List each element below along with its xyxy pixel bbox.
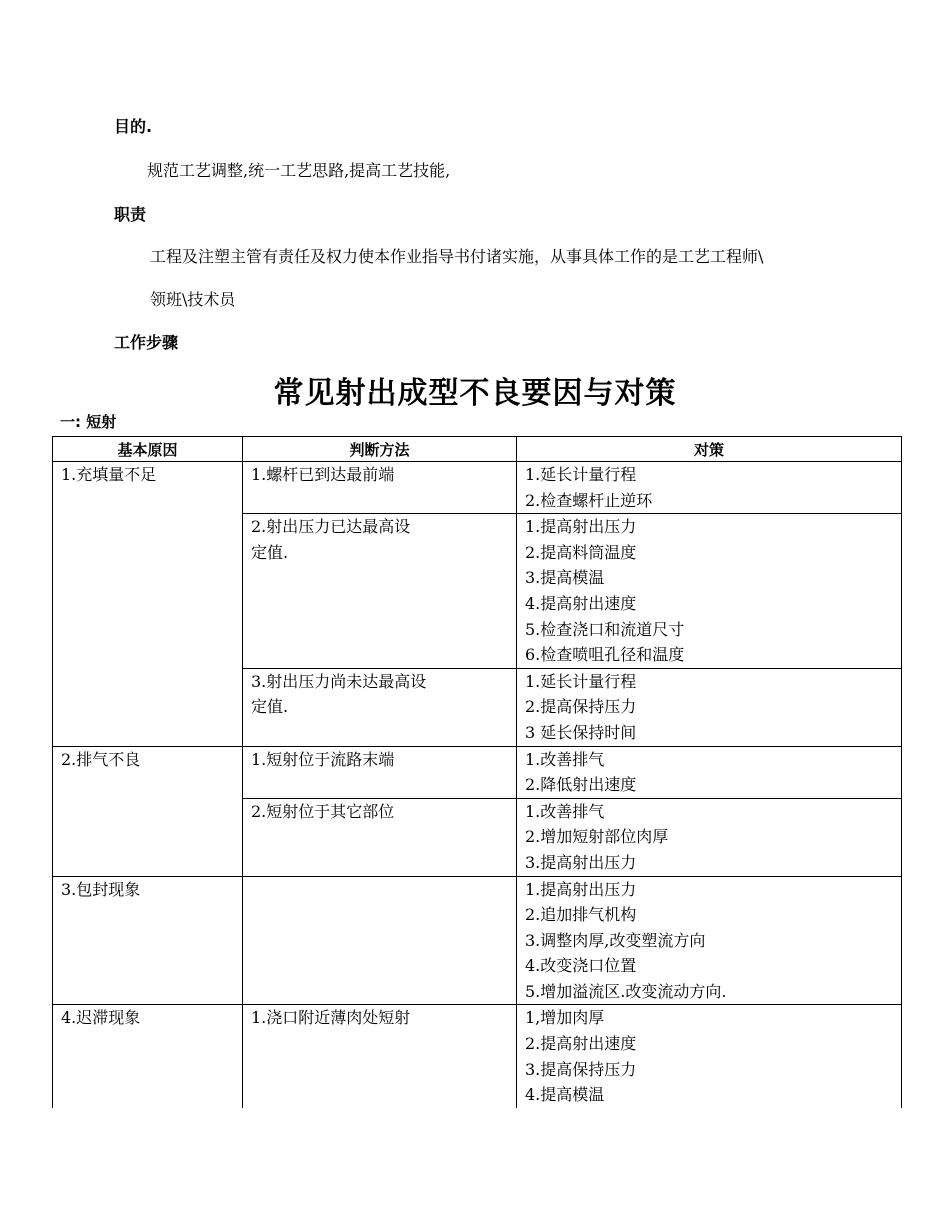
measures-cell — [517, 746, 902, 798]
responsibility-heading: 职责 — [114, 205, 147, 224]
header-cause: 基本原因 — [53, 437, 243, 462]
header-measures: 对策 — [517, 437, 902, 462]
measures-cell — [517, 462, 902, 514]
responsibility-text-line2: 领班\技术员 — [150, 290, 236, 309]
measure-line: 1.延长计量行程 — [525, 465, 637, 484]
measure-line: 2.增加短射部位肉厚 — [525, 827, 669, 847]
measure-line: 6.检查喷咀孔径和温度 — [525, 645, 685, 665]
cause-text: 2.排气不良 — [61, 749, 141, 769]
table-row — [53, 1005, 902, 1108]
method-line: 3.射出压力尚未达最高设 — [251, 671, 427, 691]
measures-cell — [517, 798, 902, 876]
measure-line: 1.提高射出压力 — [525, 517, 637, 537]
table-row — [53, 746, 902, 798]
measure-line: 2.检查螺杆止逆环 — [525, 490, 653, 510]
measure-line: 5.检查浇口和流道尺寸 — [525, 619, 685, 639]
method-line: 2.射出压力已达最高设 — [251, 517, 411, 537]
measure-line: 4.提高射出速度 — [525, 593, 637, 613]
cause-cell — [53, 462, 243, 747]
measure-line: 1,增加肉厚 — [525, 1008, 605, 1028]
method-cell — [243, 514, 517, 669]
method-cell — [243, 798, 517, 876]
measure-line: 5.增加溢流区.改变流动方向. — [525, 981, 727, 1001]
purpose-text: 规范工艺调整,统一工艺思路,提高工艺技能, — [147, 161, 451, 180]
measure-line: 2.提高料筒温度 — [525, 542, 637, 562]
method-cell — [243, 668, 517, 746]
header-method: 判断方法 — [243, 437, 517, 462]
defect-countermeasure-table — [52, 436, 902, 1108]
steps-heading: 工作步骤 — [114, 333, 179, 352]
method-cell — [243, 1005, 517, 1108]
cause-cell — [53, 746, 243, 876]
measure-line: 3.提高模温 — [525, 568, 605, 588]
method-cell — [243, 746, 517, 798]
method-line: 1.短射位于流路末端 — [251, 749, 395, 769]
measures-cell — [517, 514, 902, 669]
purpose-heading: 目的. — [114, 117, 153, 136]
cause-cell — [53, 1005, 243, 1108]
responsibility-text-line1: 工程及注塑主管有责任及权力使本作业指导书付诸实施，从事具体工作的是工艺工程师\ — [150, 247, 764, 266]
method-cell — [243, 876, 517, 1005]
cause-text: 3.包封现象 — [61, 879, 141, 899]
measure-line: 4.改变浇口位置 — [525, 956, 637, 976]
method-line: 2.短射位于其它部位 — [251, 801, 395, 821]
cause-cell — [53, 876, 243, 1005]
section-heading: 一: 短射 — [60, 413, 117, 431]
measures-cell — [517, 668, 902, 746]
measure-line: 3.提高射出压力 — [525, 852, 637, 872]
measure-line: 3.调整肉厚,改变塑流方向 — [525, 930, 706, 950]
cause-text: 4.迟滞现象 — [61, 1008, 141, 1028]
method-line: 1.浇口附近薄肉处短射 — [251, 1008, 411, 1028]
method-line: 定值. — [251, 542, 289, 562]
measure-line: 2.降低射出速度 — [525, 775, 637, 795]
table-row — [53, 876, 902, 1005]
measure-line: 1.提高射出压力 — [525, 879, 637, 899]
measure-line: 2.提高射出速度 — [525, 1034, 637, 1054]
table-header-row — [53, 437, 902, 462]
measure-line: 3.提高保持压力 — [525, 1059, 637, 1079]
method-line: 定值. — [251, 697, 289, 717]
measures-cell — [517, 876, 902, 1005]
table-row — [53, 462, 902, 514]
measure-line: 2.提高保持压力 — [525, 697, 637, 717]
measure-line: 3 延长保持时间 — [525, 722, 637, 742]
measure-line: 1.改善排气 — [525, 749, 605, 769]
method-cell — [243, 462, 517, 514]
measure-line: 2.追加排气机构 — [525, 905, 637, 925]
measure-line: 4.提高模温 — [525, 1085, 605, 1105]
measures-cell — [517, 1005, 902, 1108]
method-line: 1.螺杆已到达最前端 — [251, 465, 395, 484]
cause-text: 1.充填量不足 — [61, 465, 157, 484]
measure-line: 1.延长计量行程 — [525, 671, 637, 691]
document-title: 常见射出成型不良要因与对策 — [273, 376, 677, 411]
measure-line: 1.改善排气 — [525, 801, 605, 821]
